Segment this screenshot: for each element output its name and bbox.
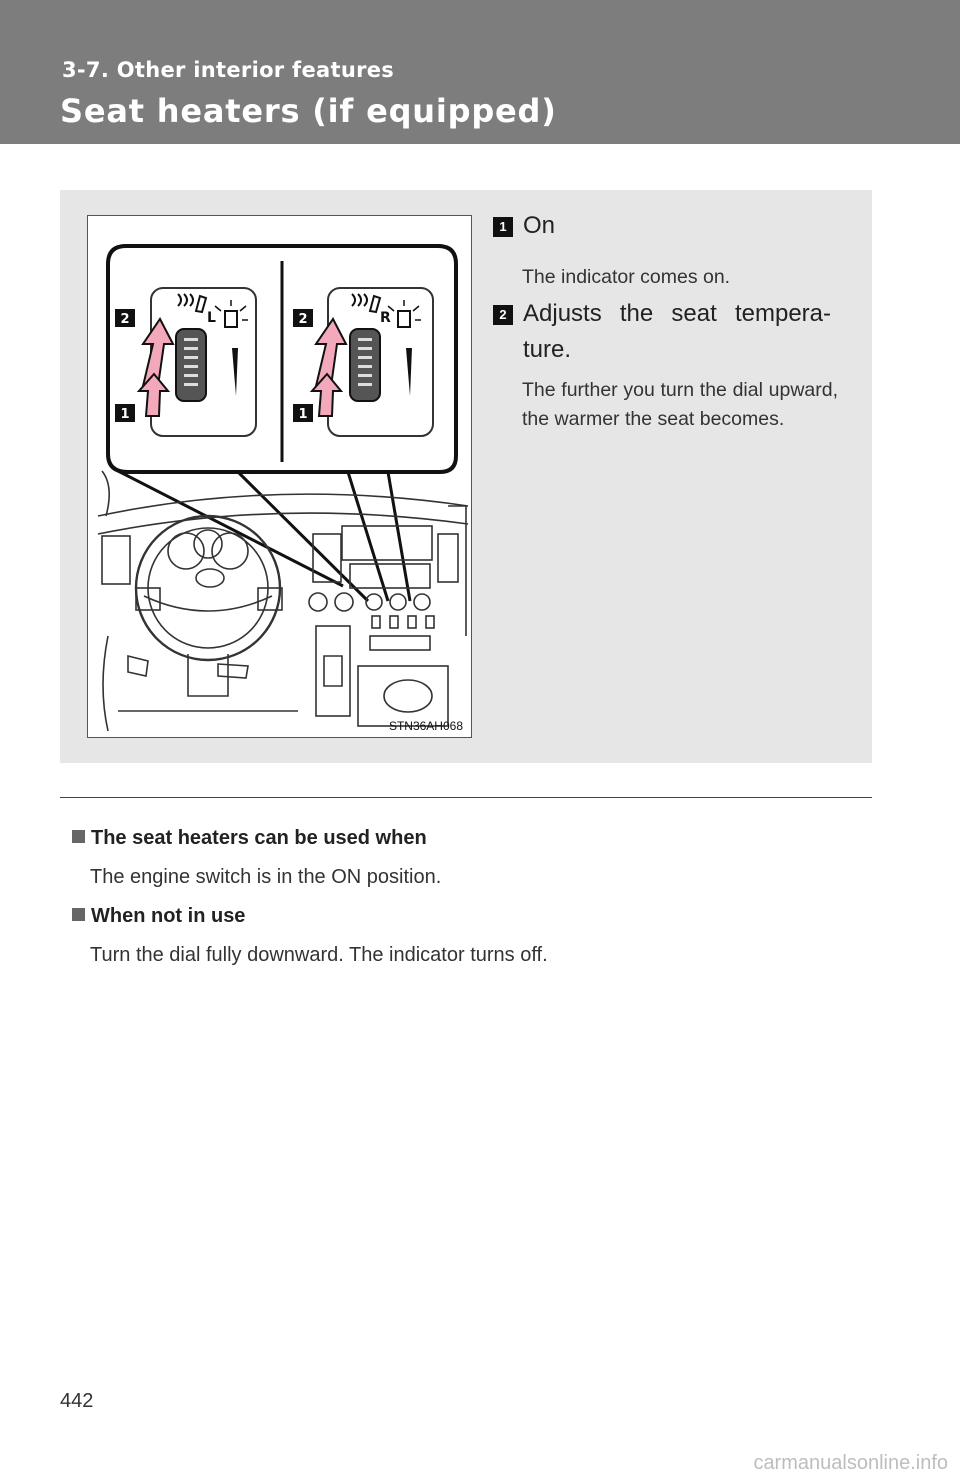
square-bullet-icon — [72, 908, 85, 921]
callout-1-left: 1 — [120, 407, 130, 422]
note-body-usage: The engine switch is in the ON position. — [90, 866, 442, 888]
section-divider — [60, 797, 872, 798]
figure-code: STN36AH068 — [388, 719, 463, 733]
note-body-not-in-use: Turn the dial fully downward. The indicator turns off. — [90, 944, 548, 966]
page-number: 442 — [60, 1390, 94, 1412]
dashboard-illustration — [87, 215, 472, 738]
watermark: carmanualsonline.info — [753, 1452, 948, 1474]
item-on — [493, 208, 838, 308]
callout-2-right: 2 — [298, 312, 308, 327]
item-label: Adjusts the seat tempera-ture. — [523, 300, 831, 363]
dashboard-drawing — [88, 216, 473, 739]
callout-2-left: 2 — [120, 312, 130, 327]
left-seat-letter: L — [207, 310, 216, 326]
page-title: Seat heaters (if equipped) — [60, 92, 557, 130]
item-label: On — [523, 212, 556, 239]
callout-1-right: 1 — [298, 407, 308, 422]
note-heading-usage: The seat heaters can be used when — [72, 827, 427, 850]
item-number-badge: 1 — [493, 217, 513, 237]
square-bullet-icon — [72, 830, 85, 843]
item-description: The further you turn the dial upward, the warmer the seat becomes. — [522, 379, 838, 430]
item-adjust-temperature — [493, 296, 838, 476]
section-heading: 3-7. Other interior features — [62, 58, 395, 82]
item-number-badge: 2 — [493, 305, 513, 325]
item-description: The indicator comes on. — [522, 266, 731, 288]
right-seat-letter: R — [380, 310, 391, 326]
note-heading-not-in-use: When not in use — [72, 905, 245, 928]
chapter-header — [0, 0, 960, 144]
